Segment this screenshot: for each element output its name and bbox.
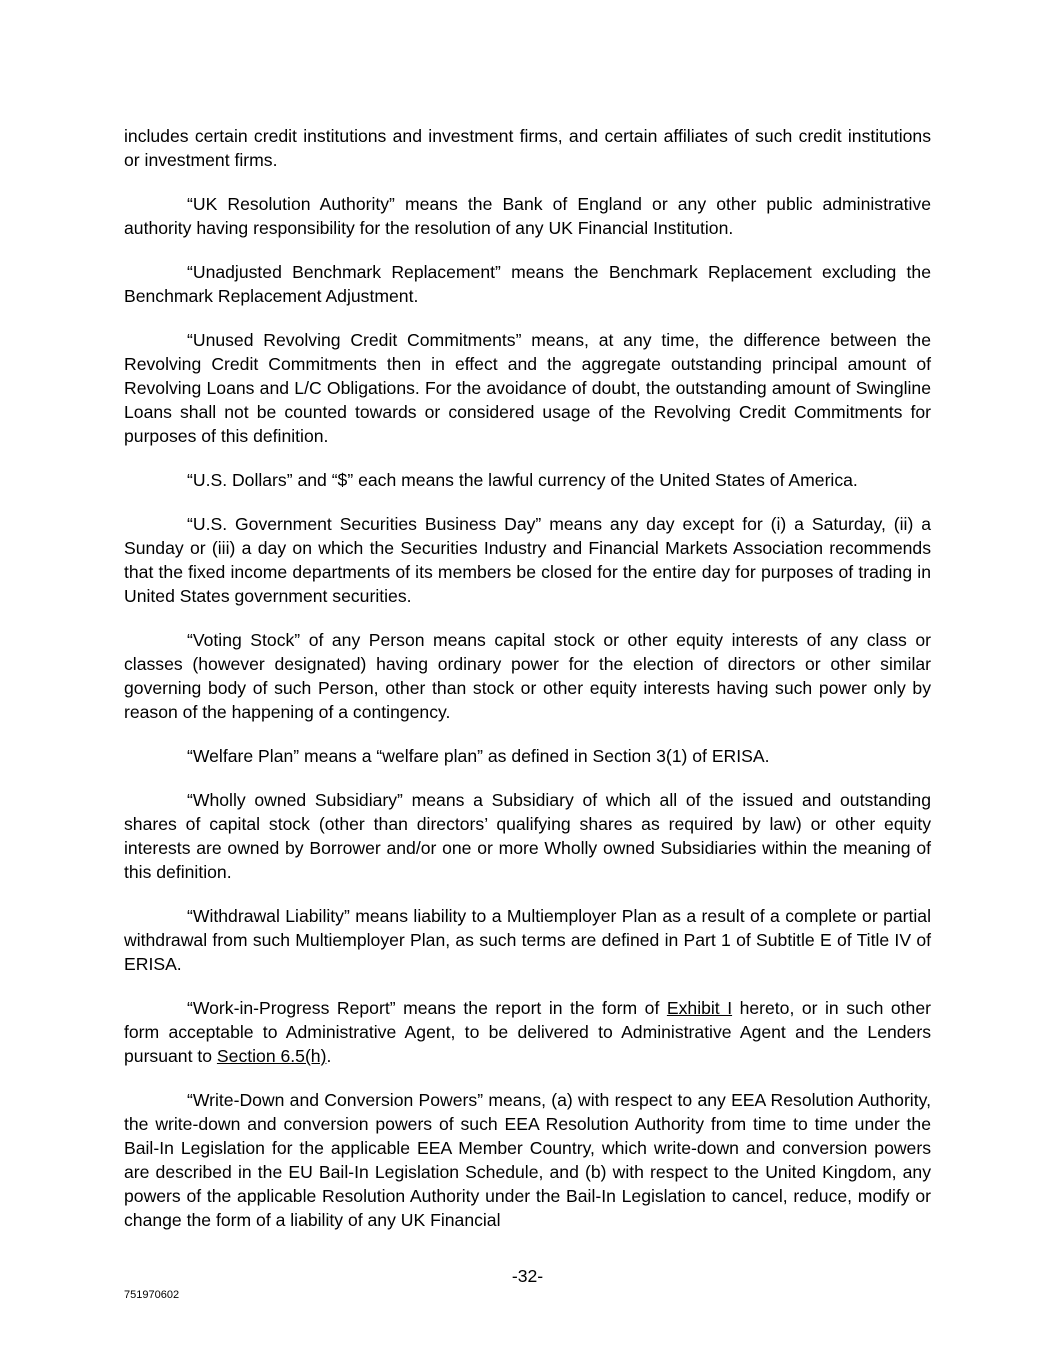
section-6-5-h-reference: Section 6.5(h) <box>216 1046 327 1066</box>
wip-text-part-1: “Work-in-Progress Report” means the report in the form of <box>187 998 667 1018</box>
definition-write-down-and-conversion-powers: “Write-Down and Conversion Powers” means, (a) with respect to any EEA Resolution Authority, the write-down and conversion powers of such EEA Resolution Authority from time to time under the Bail-In Legislation for the applicable EEA Member Country, which write-down and conversion powers are described in the EU Bail-In Legislation Schedule, and (b) with respect to the United Kingdom, any powers of the applicable Resolution Authority under the Bail-In Legislation to cancel, reduce, modify or change the form of a liability of any UK Financial <box>124 1090 931 1230</box>
exhibit-i-reference: Exhibit I <box>666 998 733 1018</box>
definition-wholly-owned-subsidiary: “Wholly owned Subsidiary” means a Subsidiary of which all of the issued and outstanding shares of capital stock (other than directors’ qualifying shares as required by law) or other equity interests are owned by Borrower and/or one or more Wholly owned Subsidiaries within the meaning of this definition. <box>124 790 931 882</box>
definition-unused-revolving-credit-commitments: “Unused Revolving Credit Commitments” means, at any time, the difference between the Revolving Credit Commitments then in effect and the aggregate outstanding principal amount of Revolving Loans and L/C Obligations. For the avoidance of doubt, the outstanding amount of Swingline Loans shall not be counted towards or considered usage of the Revolving Credit Commitments for purposes of this definition. <box>124 330 931 446</box>
definition-us-dollars: “U.S. Dollars” and “$” each means the lawful currency of the United States of America. <box>187 470 858 490</box>
definition-voting-stock: “Voting Stock” of any Person means capital stock or other equity interests of any class or classes (however designated) having ordinary power for the election of directors or other similar governing body of such Person, other than stock or other equity interests having such power only by reason of the happening of a contingency. <box>124 630 931 722</box>
definition-withdrawal-liability: “Withdrawal Liability” means liability to a Multiemployer Plan as a result of a complete or partial withdrawal from such Multiemployer Plan, as such terms are defined in Part 1 of Subtitle E of Title IV of ERISA. <box>124 906 931 974</box>
wip-text-part-2: hereto, or in such other form acceptable to Administrative Agent, to be delivered to Administrative Agent and the Lenders pursuant to <box>124 998 931 1066</box>
paragraph-continuation: includes certain credit institutions and investment firms, and certain affiliates of such credit institutions or investment firms. <box>124 126 931 170</box>
definition-unadjusted-benchmark-replacement: “Unadjusted Benchmark Replacement” means the Benchmark Replacement excluding the Benchmark Replacement Adjustment. <box>124 262 931 306</box>
page-number: -32- <box>511 1266 544 1286</box>
wip-text-part-3: . <box>326 1046 332 1066</box>
definition-welfare-plan: “Welfare Plan” means a “welfare plan” as defined in Section 3(1) of ERISA. <box>187 746 770 766</box>
definition-uk-resolution-authority: “UK Resolution Authority” means the Bank of England or any other public administrative authority having responsibility for the resolution of any UK Financial Institution. <box>124 194 931 238</box>
definition-work-in-progress-report <box>124 996 931 1068</box>
definition-us-government-securities-business-day: “U.S. Government Securities Business Day” means any day except for (i) a Saturday, (ii) a Sunday or (iii) a day on which the Securities Industry and Financial Markets Association recommends that the fixed income departments of its members be closed for the entire day for purposes of trading in United States government securities. <box>124 514 931 606</box>
document-id: 751970602 <box>124 1289 180 1301</box>
document-body <box>124 124 931 1252</box>
